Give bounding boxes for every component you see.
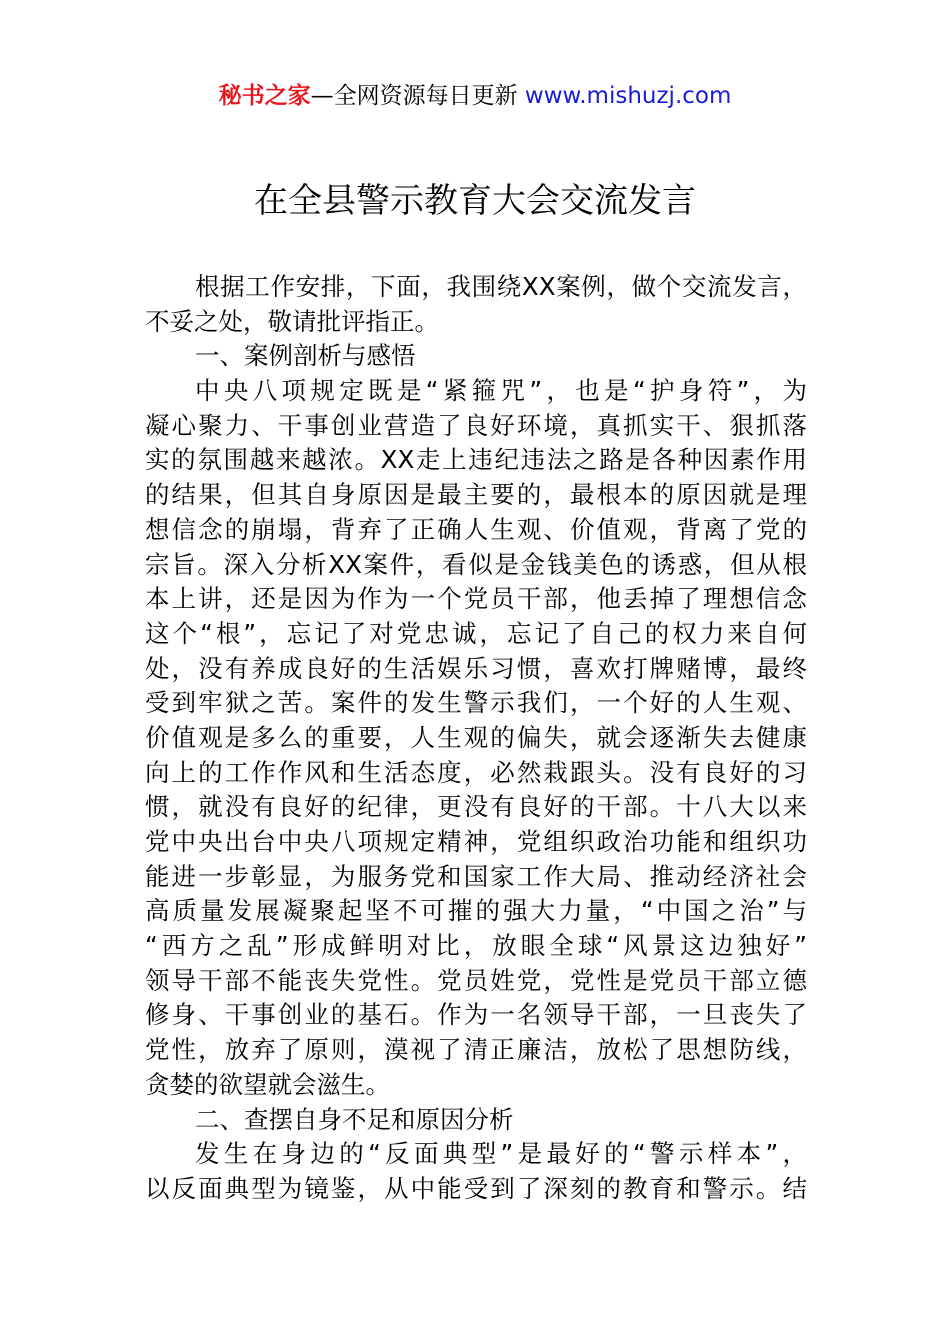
- text-line: 根据工作安排，下面，我围绕XX案例，做个交流发言，: [195, 272, 807, 301]
- site-url-link[interactable]: www.mishuzj.com: [524, 83, 732, 109]
- text-line: 这个“根”，忘记了对党忠诚，忘记了自己的权力来自何: [145, 618, 807, 648]
- text-line: 凝心聚力、干事创业营造了良好环境，真抓实干、狠抓落: [145, 410, 807, 440]
- text-line: 修身、干事创业的基石。作为一名领导干部，一旦丧失了: [145, 1000, 807, 1030]
- text-line: 宗旨。深入分析XX案件，看似是金钱美色的诱惑，但从根: [145, 549, 807, 579]
- brand-name: 秘书之家: [218, 83, 311, 109]
- text-line: 以反面典型为镜鉴，从中能受到了深刻的教育和警示。结: [145, 1173, 807, 1203]
- text-line: 价值观是多么的重要，人生观的偏失，就会逐渐失去健康: [145, 722, 807, 752]
- section-heading: 一、案例剖析与感悟: [195, 341, 416, 371]
- text-line: “西方之乱”形成鲜明对比，放眼全球“风景这边独好”: [145, 931, 807, 961]
- site-header: [0, 80, 950, 112]
- document-body: [145, 270, 807, 1207]
- text-line: 惯，就没有良好的纪律，更没有良好的干部。十八大以来: [145, 792, 807, 822]
- text-line: 处，没有养成良好的生活娱乐习惯，喜欢打牌赌博，最终: [145, 653, 807, 683]
- text-line: 中央八项规定既是“紧箍咒”，也是“护身符”，为: [195, 376, 807, 406]
- text-line: 发生在身边的“反面典型”是最好的“警示样本”，: [195, 1139, 807, 1169]
- document-title: 在全县警示教育大会交流发言: [254, 181, 696, 221]
- text-line: 领导干部不能丧失党性。党员姓党，党性是党员干部立德: [145, 965, 807, 995]
- text-line: 本上讲，还是因为作为一个党员干部，他丢掉了理想信念: [145, 584, 807, 614]
- text-line: 的结果，但其自身原因是最主要的，最根本的原因就是理: [145, 480, 807, 510]
- section-heading: 二、查摆自身不足和原因分析: [195, 1104, 514, 1134]
- text-line: 想信念的崩塌，背弃了正确人生观、价值观，背离了党的: [145, 514, 807, 544]
- text-line: 党中央出台中央八项规定精神，党组织政治功能和组织功: [145, 827, 807, 856]
- tagline: —全网资源每日更新: [310, 83, 525, 109]
- text-line: 高质量发展凝聚起坚不可摧的强大力量，“中国之治”与: [145, 896, 807, 926]
- text-line: 不妥之处，敬请批评指正。: [145, 306, 439, 336]
- text-line: 受到牢狱之苦。案件的发生警示我们，一个好的人生观、: [145, 688, 807, 718]
- text-line: 贪婪的欲望就会滋生。: [145, 1069, 390, 1099]
- text-line: 能进一步彰显，为服务党和国家工作大局、推动经济社会: [145, 861, 807, 891]
- text-line: 实的氛围越来越浓。XX走上违纪违法之路是各种因素作用: [145, 445, 807, 475]
- text-line: 向上的工作作风和生活态度，必然栽跟头。没有良好的习: [145, 757, 807, 787]
- text-line: 党性，放弃了原则，漠视了清正廉洁，放松了思想防线，: [145, 1035, 807, 1065]
